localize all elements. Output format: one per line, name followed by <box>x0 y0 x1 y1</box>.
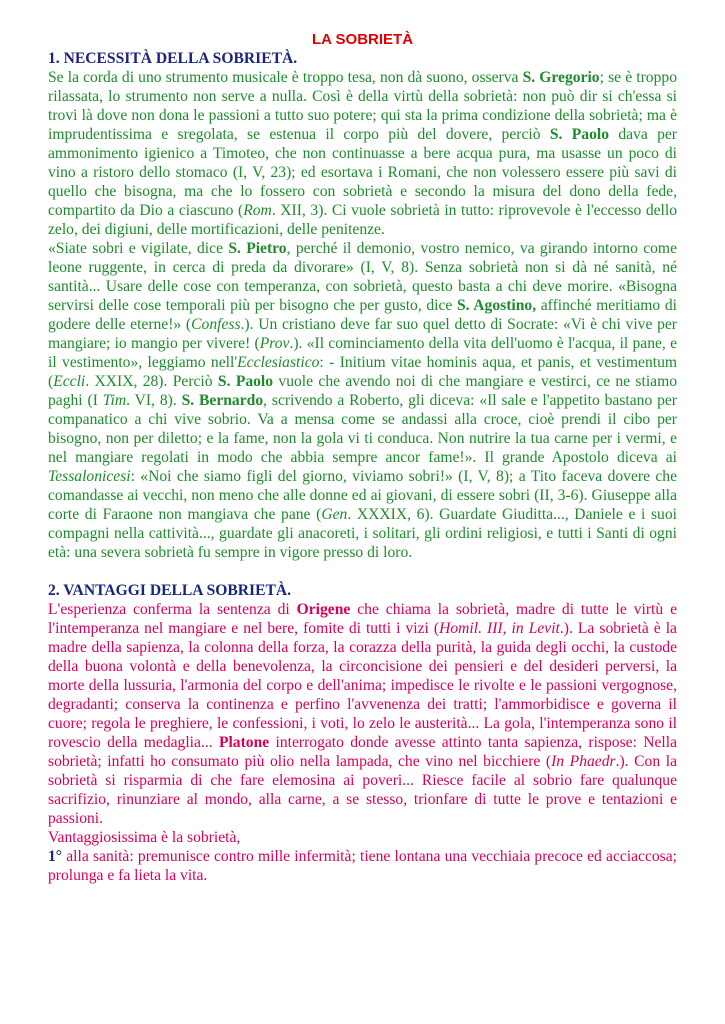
text-run: vuole che avendo noi di che mangiare e vestirci, ce ne stiamo paghi (I <box>48 373 678 409</box>
text-run: : «Noi che siamo figli del giorno, viviamo sobri!» (I, V, 8); a Tito faceva dovere che comandasse ai vecchi, non meno che alle donne ed ai giovani, di essere sobri (II, 3-6). Giuseppe alla corte di Faraone non mangiava che pane ( <box>48 468 677 523</box>
section-2-paragraph-3 <box>48 847 677 885</box>
text-run: . XXXIX, 6). Guardate Giuditta..., Daniele e i suoi compagni nella cattività..., guardate gli anacoreti, i solitari, gli ordini religiosi, e tutti i Santi di ogni età: una severa sobrietà fu sempre in vigore presso di loro. <box>48 506 677 561</box>
document-page <box>48 30 677 885</box>
section-2-heading: 2. VANTAGGI DELLA SOBRIETÀ. <box>48 582 292 599</box>
text-run: che chiama la sobrietà, madre di tutte le virtù e l'intemperanza nel mangiare e nel bere, fomite di tutti i vizi ( <box>48 601 677 637</box>
text-run: ; se è troppo rilassata, lo strumento non serve a nulla. Così è della virtù della sobrietà: non può dir si ch'essa si trovi là dove non dona le passioni a tutto suo potere; qui sta la prima condizione della sobrietà; ma è imprudentissima e sregolata, se estenua il corpo più del dovere, perciò <box>48 69 677 143</box>
text-run: , perché il demonio, vostro nemico, va girando intorno come leone ruggente, in cerca di preda da divorare» (I, V, 8). Senza sobrietà non si dà né sanità, né santità... Usare delle cose con temperanza, con sobrietà, questo basta a chi deve morire. «Bisogna servirsi delle cose temporali più per bisogno che per gusto, dice <box>48 240 677 314</box>
section-1-heading: 1. NECESSITÀ DELLA SOBRIETÀ. <box>48 50 298 67</box>
bold-name: Platone <box>218 734 270 751</box>
text-run: .). Con la sobrietà si risparmia di che fare elemosina ai poveri... Riesce facile al sobrio fare qualunque sacrifizio, rinunziare al mondo, alla carne, a se stesso, trionfare di tutte le prove e tentazioni e passioni. <box>48 753 677 827</box>
bold-name: S. Agostino, <box>456 297 537 314</box>
text-run: . VI, 8). <box>126 392 182 409</box>
text-run: , scrivendo a Roberto, gli diceva: «Il sale e l'appetito bastano per companatico a chi vive sobrio. Va a mensa come se andassi alla croce, cioè prendi il cibo per bisogno, non per diletto; e la fame, non la gola vi ti conduca. Non nutrire la tua carne per i vermi, e nel mangiare regolati in modo che abbia sempre ancor fame!». Il grande Apostolo diceva ai <box>48 392 678 466</box>
text-run: .). La sobrietà è la madre della sapienza, la colonna della forza, la corazza della purità, la guida degli occhi, la custode della buona volontà e della benevolenza, la circoncisione dei pensieri e del desideri perversi, la morte della lussuria, l'armonia del corpo e dell'anima; impedisce le rivolte e le passioni vergognose, degradanti; conserva la continenza e perfino l'avvenenza dei tratti; l'ammorbidisce e governa il cuore; regola le preghiere, le confessioni, i voti, lo zelo le austerità... La gola, l'intemperanza sono il rovescio della medaglia... <box>48 620 677 751</box>
bold-name: S. Gregorio <box>522 69 600 86</box>
page-title: LA SOBRIETÀ <box>311 31 414 48</box>
text-run: «Siate sobri e vigilate, dice <box>48 240 229 257</box>
text-run: .). Un cristiano deve far suo quel detto di Socrate: «Vi è chi vive per mangiare; io mangio per vivere! ( <box>48 316 677 352</box>
bold-name: S. Bernardo <box>181 392 264 409</box>
text-run: .). «Il cominciamento della vita dell'uomo è l'acqua, il pane, e il vestimento», leggiamo nell' <box>48 335 677 371</box>
italic-reference: Prov <box>259 335 290 352</box>
section-spacer <box>48 562 677 581</box>
italic-reference: Homil. III, in Levit <box>439 620 560 637</box>
bold-name: S. Pietro <box>228 240 287 257</box>
section-2-paragraph-2: Vantaggiosissima è la sobrietà, <box>48 829 241 846</box>
italic-reference: Ecclesiastico <box>237 354 320 371</box>
section-1-paragraph-1 <box>48 68 677 239</box>
italic-reference: In Phaedr <box>551 753 616 770</box>
text-run: L'esperienza conferma la sentenza di <box>48 601 297 618</box>
section-2-paragraph-1 <box>48 600 677 828</box>
text-run: : - Initium vitae hominis aqua, et panis, et vestimentum ( <box>48 354 677 390</box>
italic-reference: Confess <box>191 316 241 333</box>
italic-reference: Eccli <box>53 373 86 390</box>
text-run: . XXIX, 28). Perciò <box>85 373 218 390</box>
text-run: affinché meritiamo di godere delle eterne!» ( <box>48 297 677 333</box>
text-run: . XII, 3). Ci vuole sobrietà in tutto: riprovevole è l'eccesso dello zelo, dei digiuni, delle mortificazioni, delle penitenze. <box>48 202 678 238</box>
italic-reference: Tessalonicesi <box>48 468 131 485</box>
text-run: dava per ammonimento igienico a Timoteo, che non continuasse a bere acqua pura, ma usasse un poco di vino a ristoro dello stomaco (I, V, 23); ed esortava i Romani, che non volessero essere più savi di quello che bisogna, ma che lo fossero con sobrietà e secondo la misura del dono della fede, compartito da Dio a ciascuno ( <box>48 126 678 219</box>
italic-reference: Tim <box>102 392 127 409</box>
bold-name: 1° <box>48 848 63 865</box>
text-run: alla sanità: premunisce contro mille infermità; tiene lontana una vecchiaia precoce ed acciaccosa; prolunga e fa lieta la vita. <box>48 848 677 884</box>
bold-name: Origene <box>296 601 351 618</box>
bold-name: S. Paolo <box>217 373 274 390</box>
italic-reference: Gen <box>321 506 348 523</box>
bold-name: S. Paolo <box>549 126 609 143</box>
text-run: interrogato donde avesse attinto tanta sapienza, rispose: Nella sobrietà; infatti ho consumato più olio nella lampada, che vino nel bicchiere ( <box>48 734 677 770</box>
italic-reference: Rom <box>243 202 272 219</box>
text-run: Se la corda di uno strumento musicale è troppo tesa, non dà suono, osserva <box>48 69 523 86</box>
section-1-paragraph-2 <box>48 239 677 562</box>
